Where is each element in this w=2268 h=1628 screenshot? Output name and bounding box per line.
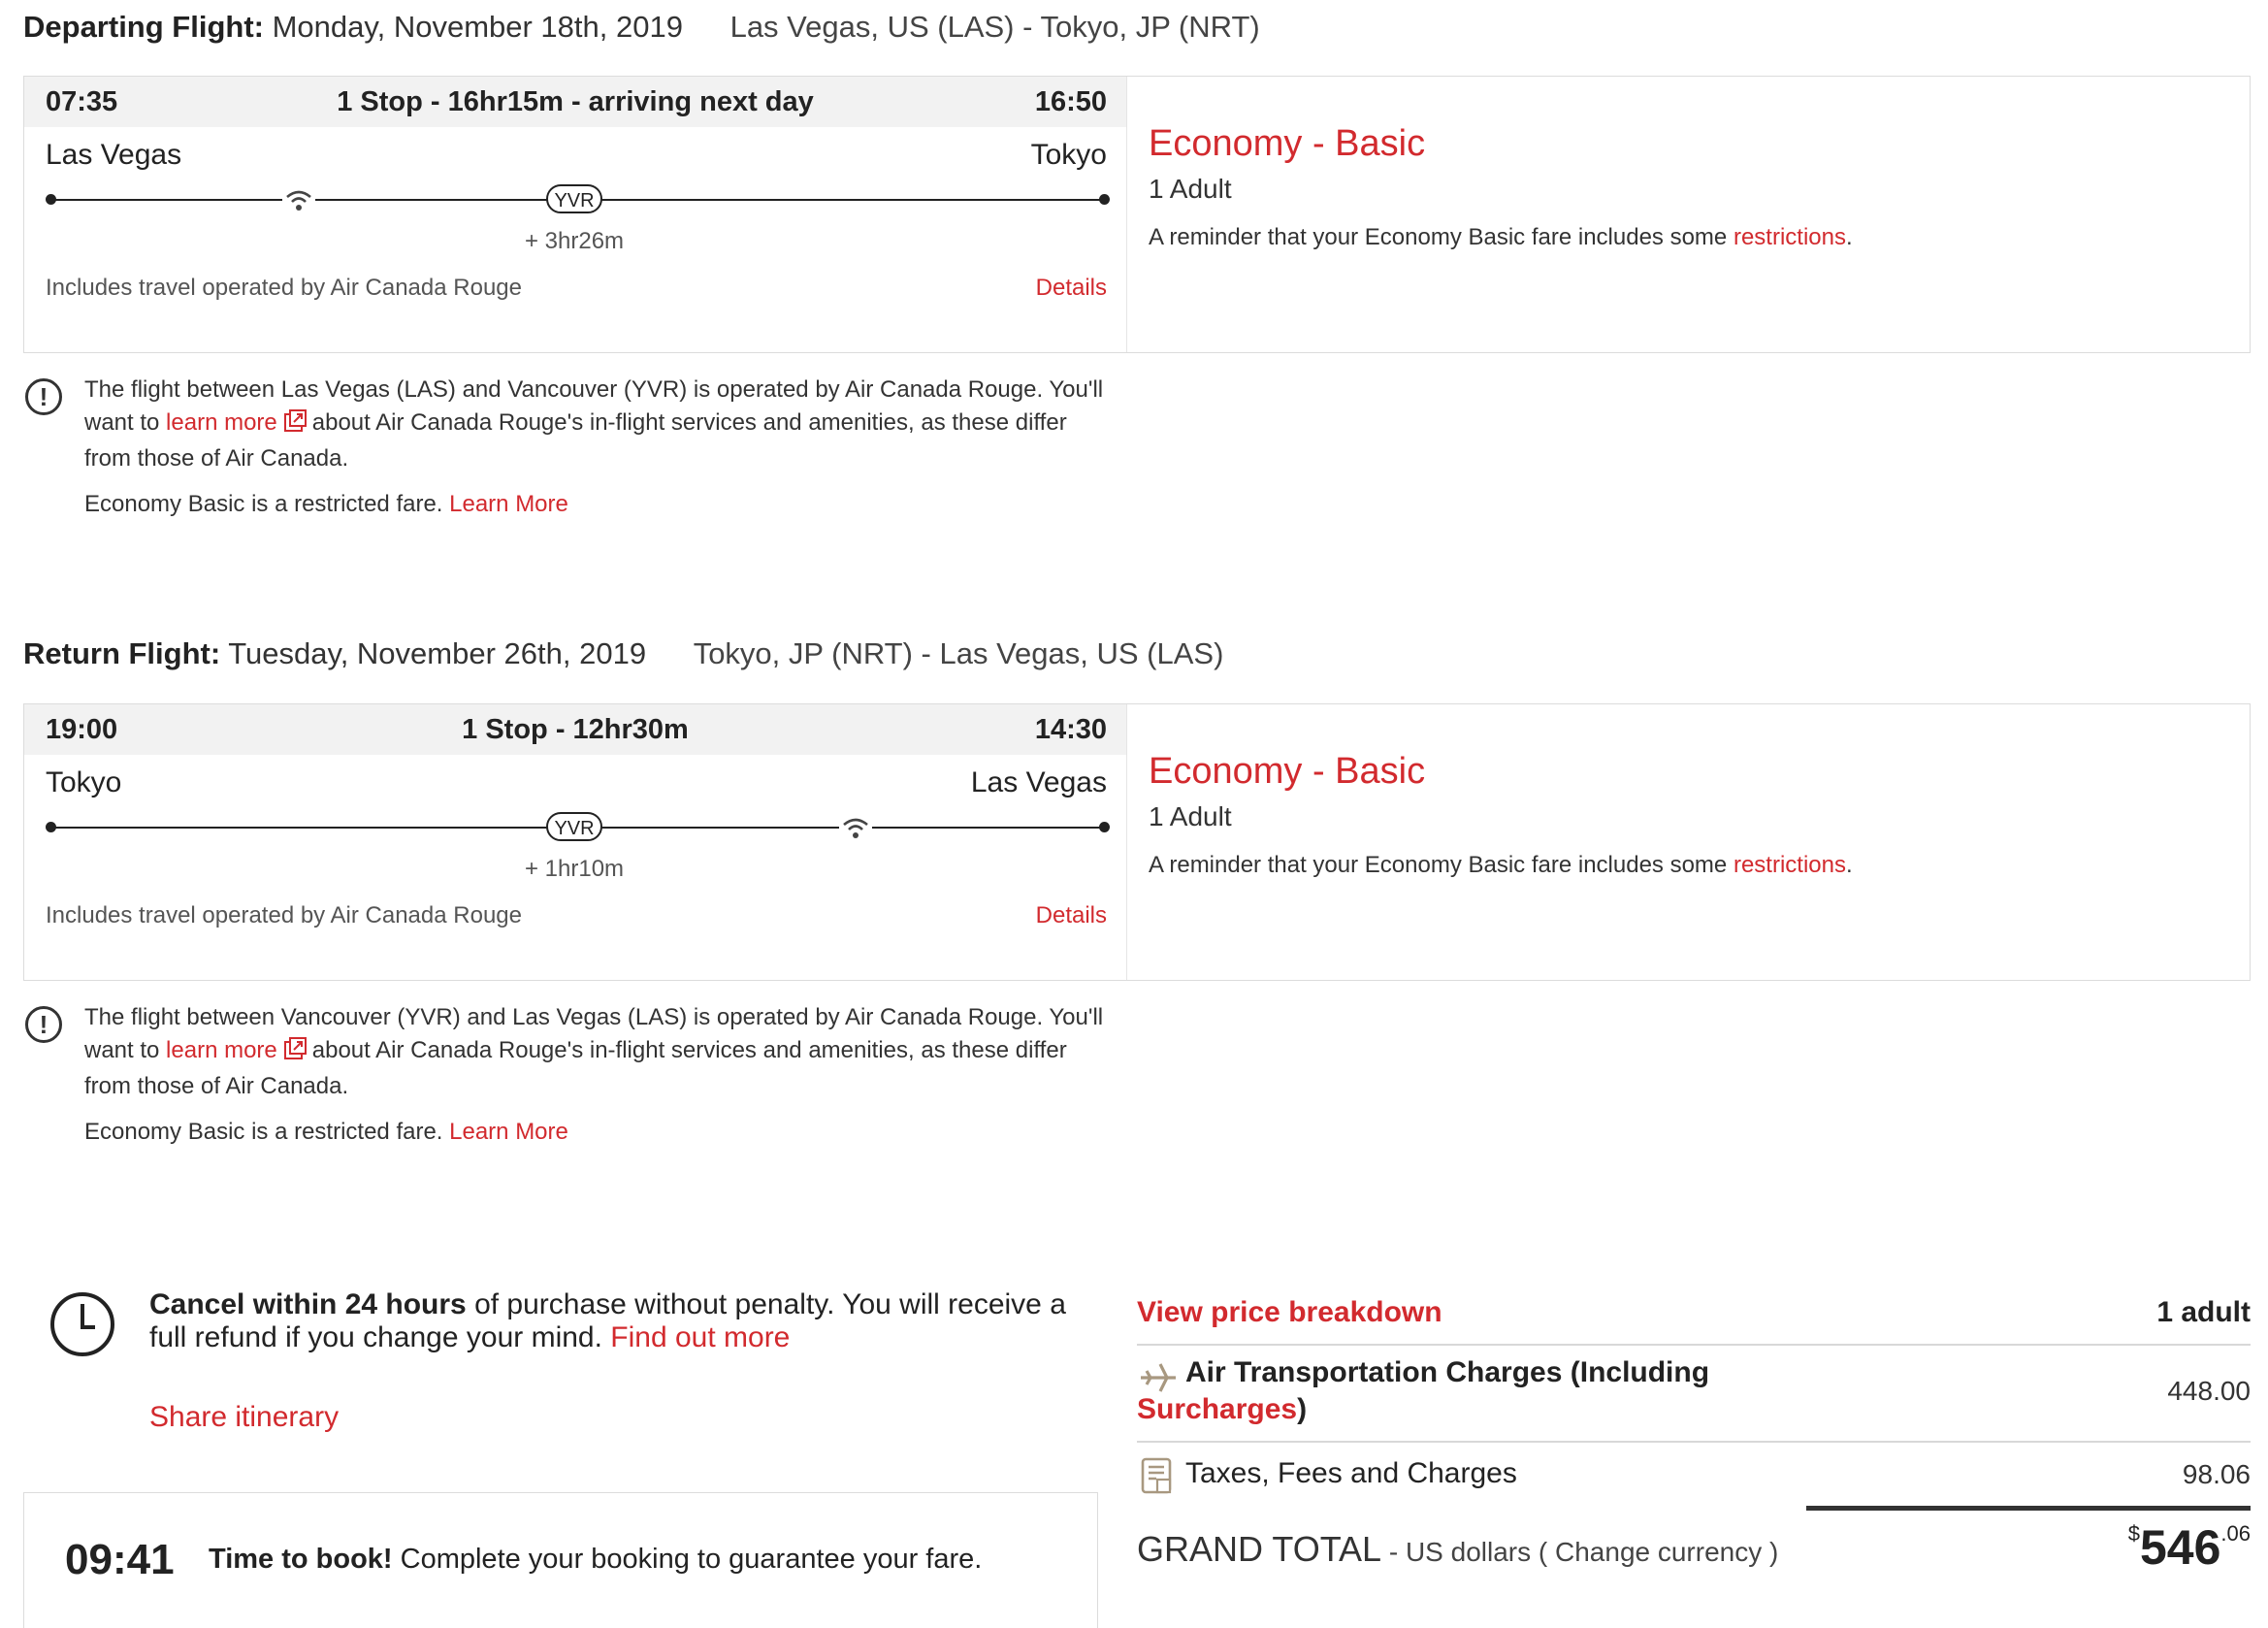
grand-total-currency: - US dollars ( [1381,1537,1555,1567]
arrival-time: 16:50 [1034,86,1107,117]
fare-panel [1126,77,2250,352]
find-out-more-link[interactable]: Find out more [610,1321,791,1353]
departing-heading [23,10,1260,45]
divider [1137,1344,2251,1346]
return-flight-card [23,703,2251,981]
price-passenger-count: 1 adult [2156,1296,2251,1328]
restricted-text: Economy Basic is a restricted fare. [84,1119,450,1145]
departing-leg [24,77,1126,352]
origin-city: Las Vegas [46,139,182,171]
destination-dot [1099,194,1110,205]
destination-dot [1099,822,1110,832]
air-charges-label-cont [1137,1393,1307,1426]
return-times-bar [24,704,1126,755]
restricted-fare-note [84,491,568,518]
notice-text-b: about Air Canada Rouge's in-flight services and amenities, as these differ from those of Air Canada. [84,1037,1067,1099]
departure-time: 19:00 [46,714,118,745]
departing-label: Departing Flight: [23,10,264,44]
notice-text-a: The flight between Vancouver (YVR) and Las Vegas (LAS) is operated by Air Canada Rouge. You'll want to [84,1004,1104,1063]
air-charges-label-end: ) [1297,1393,1308,1425]
destination-city: Tokyo [1030,139,1107,171]
surcharges-link[interactable]: Surcharges [1137,1393,1298,1425]
cancel-policy-bold: Cancel within 24 hours [149,1288,467,1320]
destination-city: Las Vegas [970,766,1107,798]
air-charges-label-text: Air Transportation Charges (Including [1185,1356,1710,1388]
departing-flight-card [23,76,2251,353]
fare-reminder-text: A reminder that your Economy Basic fare includes some [1149,224,1733,250]
learn-more-link[interactable]: learn more [166,409,277,436]
passenger-count: 1 Adult [1149,801,1232,831]
countdown-timer: 09:41 [65,1536,175,1583]
notice-text-a: The flight between Las Vegas (LAS) and Vancouver (YVR) is operated by Air Canada Rouge. You'll want to [84,376,1104,436]
layover-duration: + 3hr26m [524,228,625,254]
timer-message-text: Complete your booking to guarantee your fare. [392,1544,983,1575]
operated-by-note: Includes travel operated by Air Canada Rouge [46,902,522,928]
external-link-icon[interactable] [283,1037,307,1070]
passenger-count: 1 Adult [1149,174,1232,204]
share-itinerary-link[interactable]: Share itinerary [149,1401,340,1433]
air-charges-label [1185,1356,1709,1389]
fare-reminder [1149,224,1853,251]
grand-total-currency-end: ) [1762,1537,1779,1567]
return-leg [24,704,1126,980]
learn-more-restricted-link[interactable]: Learn More [449,491,568,517]
fare-name: Economy - Basic [1149,123,1426,164]
stop-airport-badge: YVR [546,812,602,841]
operated-by-note: Includes travel operated by Air Canada Rouge [46,275,522,301]
return-date: Tuesday, November 26th, 2019 [228,636,647,670]
restrictions-link[interactable]: restrictions [1733,852,1846,878]
total-divider [1806,1506,2251,1511]
fare-reminder-end: . [1845,852,1853,878]
change-currency-link[interactable]: Change currency [1555,1537,1763,1567]
grand-total-amount [2128,1519,2251,1576]
fare-panel [1126,704,2250,980]
fare-reminder [1149,852,1853,879]
departing-times-bar [24,77,1126,127]
departure-time: 07:35 [46,86,118,117]
currency-symbol: $ [2127,1521,2140,1546]
receipt-icon [1141,1457,1174,1496]
booking-timer-box [23,1492,1098,1628]
taxes-value: 98.06 [2182,1459,2251,1489]
exclamation-icon: ! [25,1006,62,1043]
taxes-label: Taxes, Fees and Charges [1185,1457,1517,1489]
flight-summary: 1 Stop - 12hr30m [462,714,689,745]
origin-dot [46,194,56,205]
total-cents: .06 [2220,1521,2251,1546]
grand-total-title: GRAND TOTAL [1137,1529,1382,1569]
details-link[interactable]: Details [1035,275,1107,301]
timer-message [209,1544,982,1576]
air-charges-value: 448.00 [2167,1376,2251,1406]
departing-date: Monday, November 18th, 2019 [272,10,683,44]
external-link-icon[interactable] [283,409,307,442]
fare-reminder-text: A reminder that your Economy Basic fare includes some [1149,852,1733,878]
wifi-icon [282,186,315,213]
exclamation-icon: ! [25,378,62,415]
arrival-time: 14:30 [1034,714,1107,745]
flight-summary: 1 Stop - 16hr15m - arriving next day [337,86,814,117]
divider [1137,1441,2251,1443]
timer-message-bold: Time to book! [209,1544,393,1575]
view-price-breakdown-link[interactable]: View price breakdown [1137,1296,1442,1328]
learn-more-link[interactable]: learn more [166,1037,277,1063]
clock-icon [49,1290,116,1358]
restricted-text: Economy Basic is a restricted fare. [84,491,450,517]
origin-city: Tokyo [46,766,122,798]
details-link[interactable]: Details [1035,902,1107,928]
rouge-notice [84,1001,1113,1103]
rouge-notice [84,374,1113,475]
origin-dot [46,822,56,832]
cancel-policy-text: of purchase without penalty. You will receive a full refund if you change your mind. [149,1288,1066,1353]
return-heading [23,636,1223,671]
fare-name: Economy - Basic [1149,751,1426,792]
notice-text-b: about Air Canada Rouge's in-flight services and amenities, as these differ from those of Air Canada. [84,409,1067,472]
return-route: Tokyo, JP (NRT) - Las Vegas, US (LAS) [693,636,1224,670]
stop-airport-badge: YVR [546,184,602,213]
wifi-icon [839,814,872,841]
layover-duration: + 1hr10m [524,856,625,882]
fare-reminder-end: . [1845,224,1853,250]
cancel-policy [149,1288,1100,1354]
departing-route: Las Vegas, US (LAS) - Tokyo, JP (NRT) [729,10,1260,44]
return-label: Return Flight: [23,636,221,670]
total-whole: 546 [2139,1520,2221,1575]
restrictions-link[interactable]: restrictions [1733,224,1846,250]
grand-total-label [1137,1529,1778,1570]
learn-more-restricted-link[interactable]: Learn More [449,1119,568,1145]
restricted-fare-note [84,1119,568,1146]
